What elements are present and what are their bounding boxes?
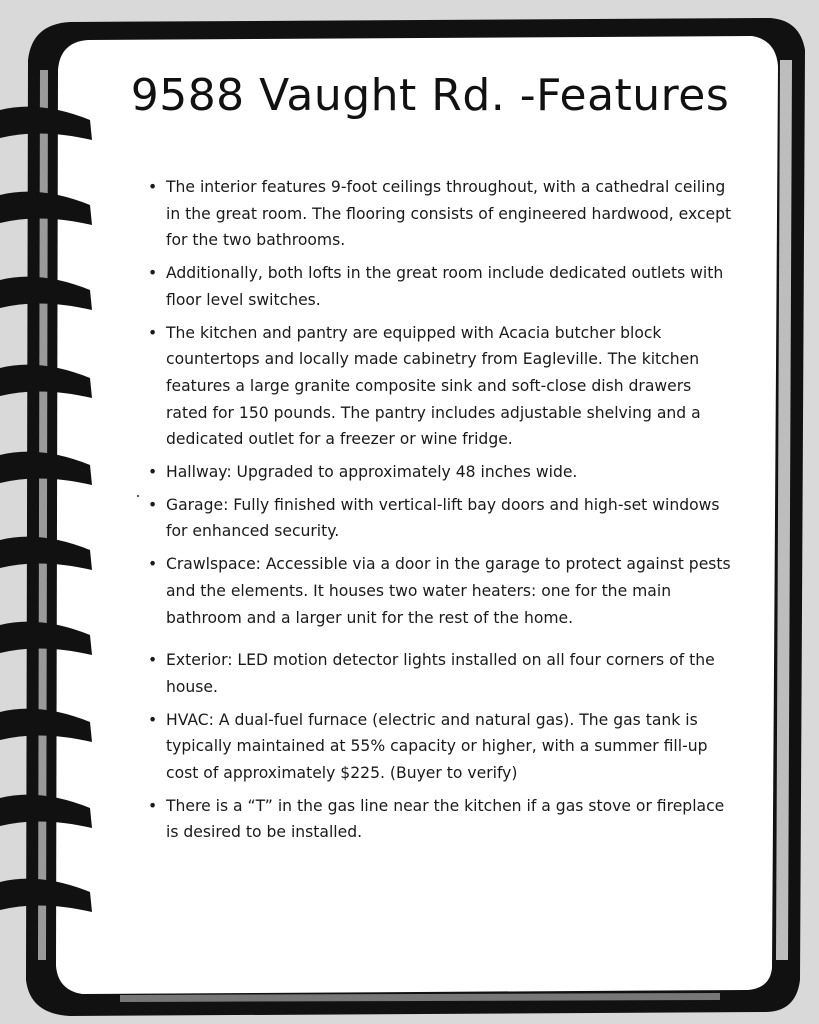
list-item	[148, 647, 733, 700]
bullet-icon: •	[148, 463, 158, 482]
bullet-icon: •	[148, 495, 158, 514]
bullet-icon: •	[148, 264, 158, 283]
feature-text: HVAC: A dual-fuel furnace (electric and natural gas). The gas tank is typically maintained at 55% capacity or higher, with a summer fill-up cost of approximately $225. (Buyer to verify)	[166, 710, 708, 783]
list-item	[148, 492, 733, 545]
feature-text: Crawlspace: Accessible via a door in the garage to protect against pests and the elements. It houses two water heaters: one for the main bathroom and a larger unit for the rest of the home.	[166, 555, 731, 627]
bullet-icon: •	[148, 555, 158, 574]
feature-text: Garage: Fully finished with vertical-lift bay doors and high-set windows for enhanced security.	[166, 495, 720, 541]
bullet-icon: •	[148, 178, 158, 196]
feature-text: There is a “T” in the gas line near the kitchen if a gas stove or fireplace is desired to be installed.	[166, 796, 725, 842]
list-item	[148, 793, 733, 846]
bullet-icon: •	[148, 710, 158, 729]
feature-text: Exterior: LED motion detector lights installed on all four corners of the house.	[166, 651, 715, 696]
bullet-icon: •	[148, 651, 158, 670]
features-list	[148, 174, 733, 846]
list-item	[148, 707, 733, 787]
list-item	[148, 459, 733, 486]
bullet-icon: •	[148, 323, 158, 342]
page-title: 9588 Vaught Rd. -Features	[130, 70, 730, 121]
list-item	[148, 551, 733, 631]
feature-text: Hallway: Upgraded to approximately 48 inches wide.	[166, 463, 578, 482]
feature-text: Additionally, both lofts in the great room include dedicated outlets with floor level switches.	[166, 264, 724, 309]
bullet-icon: •	[148, 796, 158, 815]
list-item	[148, 260, 733, 313]
feature-text: The interior features 9-foot ceilings throughout, with a cathedral ceiling in the great room. The flooring consists of engineered hardwood, except for the two bathrooms.	[166, 178, 732, 250]
stray-dot	[137, 495, 139, 497]
list-item	[148, 320, 733, 454]
feature-text: The kitchen and pantry are equipped with Acacia butcher block countertops and locally made cabinetry from Eagleville. The kitchen features a large granite composite sink and soft-close dish drawers rated for 150 pounds. The pantry includes adjustable shelving and a dedicated outlet for a freezer or wine fridge.	[166, 323, 701, 449]
list-item	[148, 174, 733, 254]
